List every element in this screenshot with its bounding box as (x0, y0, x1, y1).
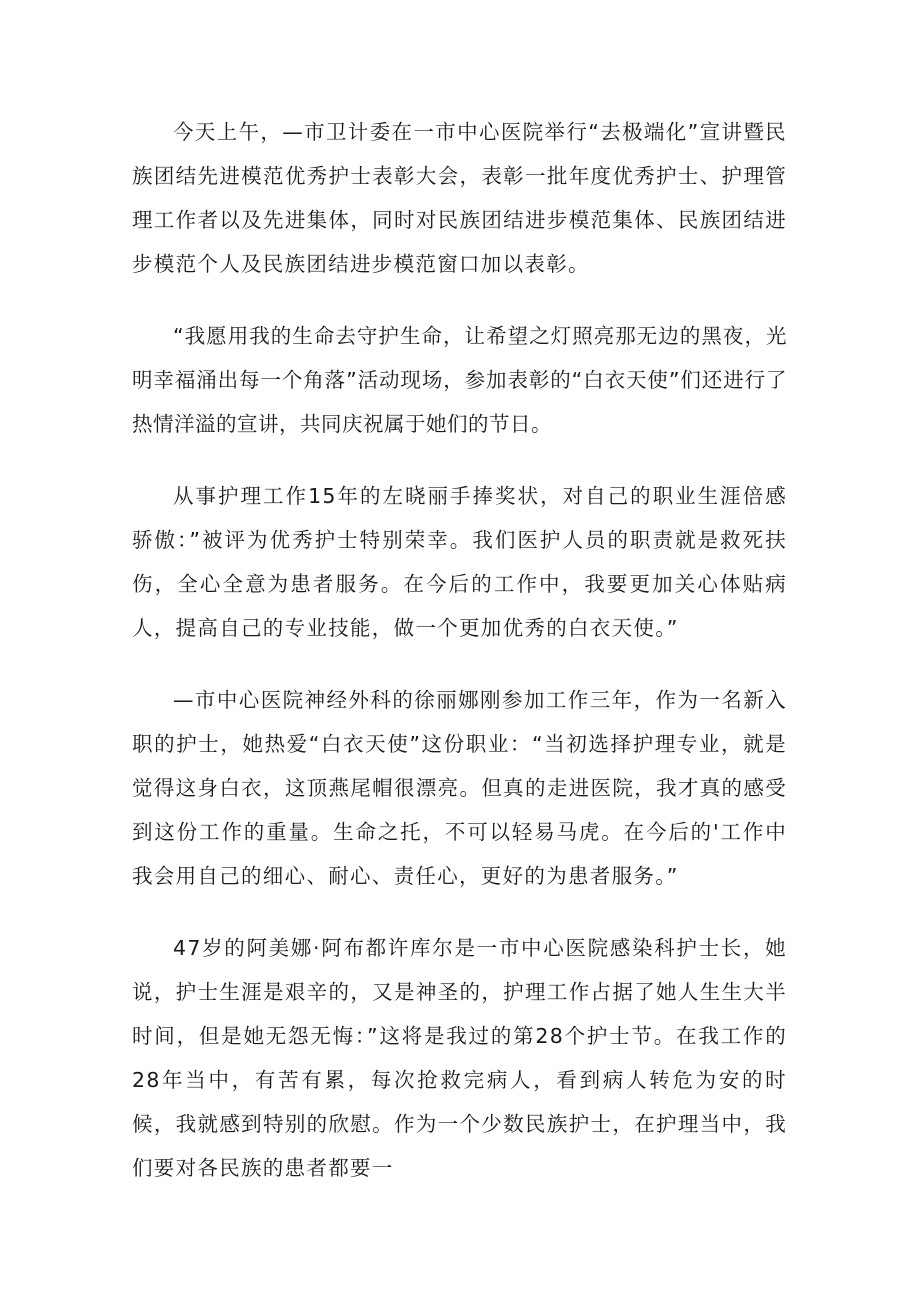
paragraph-2: “我愿用我的生命去守护生命，让希望之灯照亮那无边的黑夜，光明幸福涌出每一个角落”活动现场，参加表彰的“白衣天使”们还进行了热情洋溢的宣讲，共同庆祝属于她们的节日。 (132, 324, 787, 436)
paragraph-4: —市中心医院神经外科的徐丽娜刚参加工作三年，作为一名新入职的护士，她热爱“白衣天使”这份职业：“当初选择护理专业，就是觉得这身白衣，这顶燕尾帽很漂亮。但真的走进医院，我才真的感受到这份工作的重量。生命之托，不可以轻易马虎。在今后的'工作中我会用自己的细心、耐心、责任心，更好的为患者服务。” (132, 688, 787, 888)
paragraph-3: 从事护理工作15年的左晓丽手捧奖状，对自己的职业生涯倍感骄傲：”被评为优秀护士特别荣幸。我们医护人员的职责就是救死扶伤，全心全意为患者服务。在今后的工作中，我要更加关心体贴病人，提高自己的专业技能，做一个更加优秀的白衣天使。” (132, 484, 787, 640)
paragraph-5: 47岁的阿美娜·阿布都许库尔是一市中心医院感染科护士长，她说，护士生涯是艰辛的，又是神圣的，护理工作占据了她人生生大半时间，但是她无怨无悔：”这将是我过的第28个护士节。在我工作的28年当中，有苦有累，每次抢救完病人，看到病人转危为安的时候，我就感到特别的欣慰。作为一个少数民族护士，在护理当中，我们要对各民族的患者都要一 (132, 936, 787, 1180)
paragraph-1: 今天上午，—市卫计委在一市中心医院举行“去极端化”宣讲暨民族团结先进模范优秀护士表彰大会，表彰一批年度优秀护士、护理管理工作者以及先进集体，同时对民族团结进步模范集体、民族团结进步模范个人及民族团结进步模范窗口加以表彰。 (132, 120, 787, 276)
article-body (132, 110, 787, 1218)
